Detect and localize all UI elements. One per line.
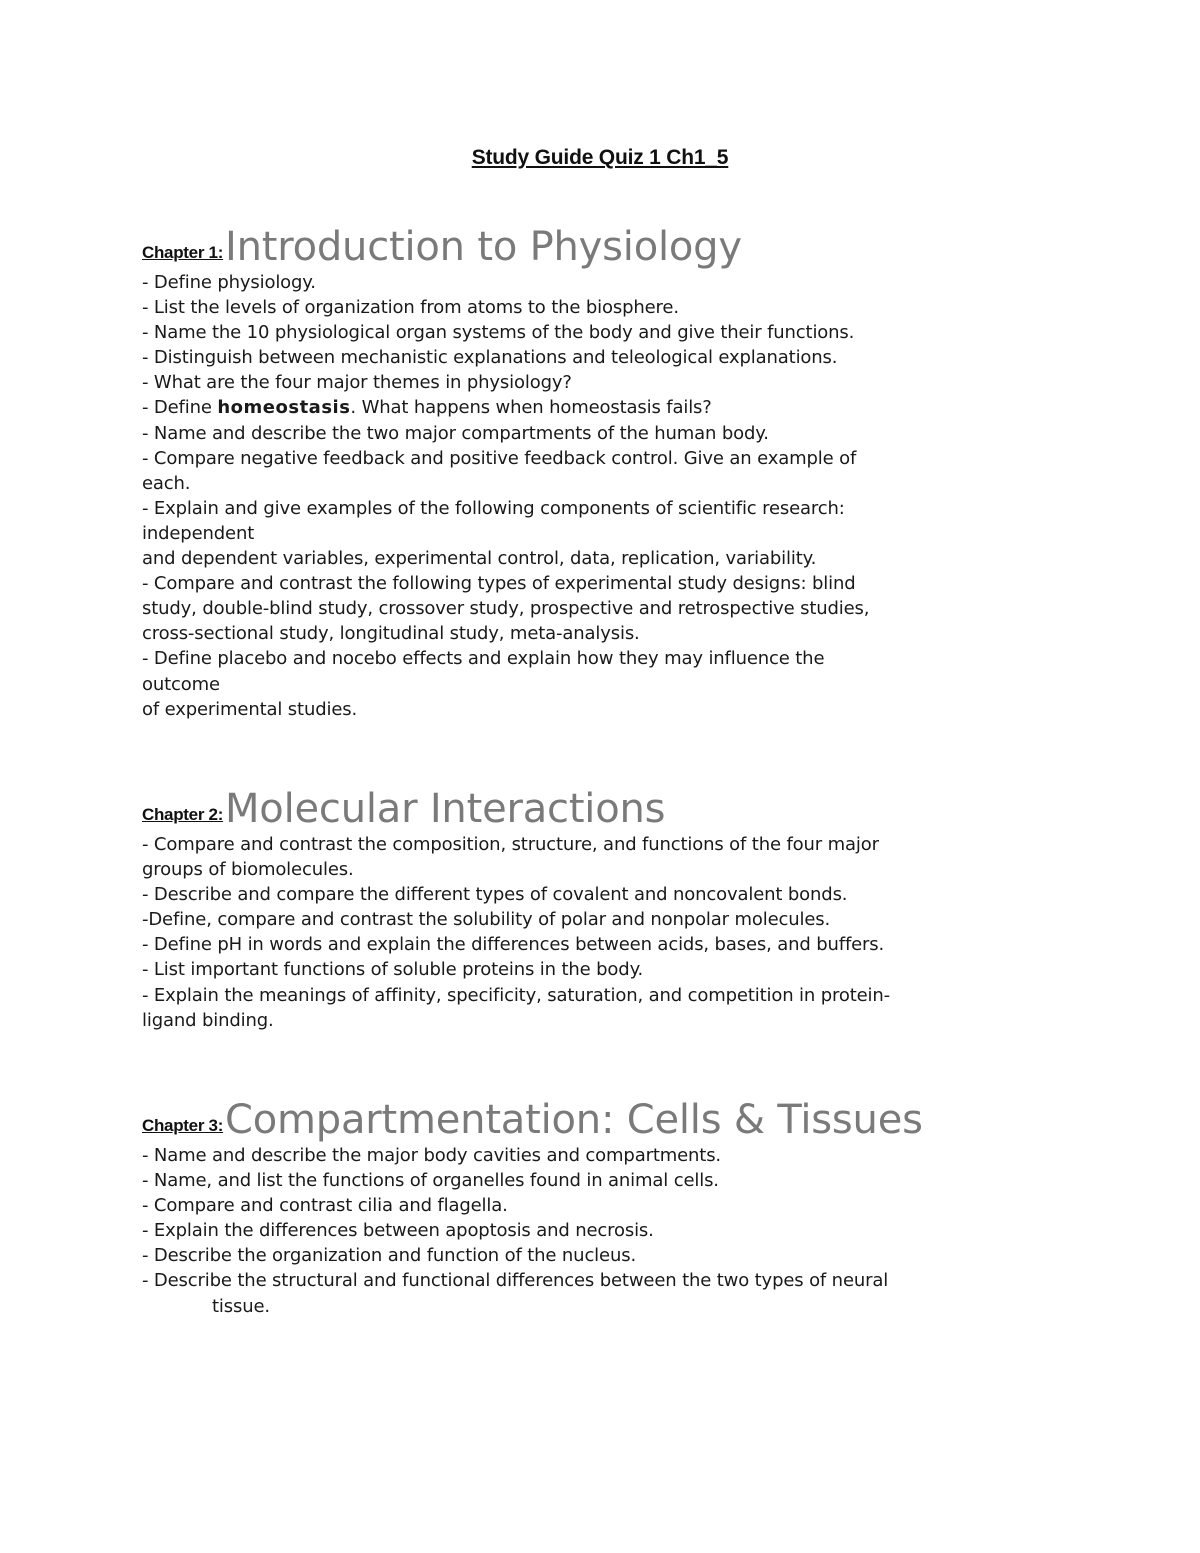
chapter-1-heading bbox=[142, 210, 1062, 270]
chapter-2-objectives bbox=[142, 832, 1062, 1033]
objective-line: - Explain the differences between apoptosis and necrosis. bbox=[142, 1220, 654, 1242]
objective-item bbox=[142, 932, 1062, 957]
chapter-1-section bbox=[142, 210, 1062, 722]
objective-item bbox=[142, 270, 1062, 295]
objective-line: study, double-blind study, crossover study, prospective and retrospective studies, bbox=[142, 598, 870, 620]
objective-line: - Name and describe the two major compartments of the human body. bbox=[142, 422, 769, 444]
objective-line: groups of biomolecules. bbox=[142, 859, 354, 881]
objective-line: -Define, compare and contrast the solubility of polar and nonpolar molecules. bbox=[142, 909, 831, 931]
objective-item bbox=[142, 957, 1062, 982]
objective-line: - Define placebo and nocebo effects and explain how they may influence the bbox=[142, 648, 825, 670]
chapter-3-section bbox=[142, 1083, 1062, 1319]
objective-item bbox=[142, 295, 1062, 320]
objective-line: - Describe and compare the different types of covalent and noncovalent bonds. bbox=[142, 884, 848, 906]
objective-line: - Explain the meanings of affinity, specificity, saturation, and competition in protein- bbox=[142, 984, 891, 1006]
objective-line: - Compare and contrast the composition, structure, and functions of the four major bbox=[142, 834, 879, 855]
chapter-2-label: Chapter 2: bbox=[142, 805, 224, 824]
objective-item bbox=[142, 1268, 1062, 1318]
objective-line: - Distinguish between mechanistic explanations and teleological explanations. bbox=[142, 347, 838, 369]
objective-item bbox=[142, 571, 1062, 646]
objective-item bbox=[142, 882, 1062, 907]
objective-item bbox=[142, 320, 1062, 345]
objective-line: - Describe the organization and function of the nucleus. bbox=[142, 1245, 637, 1267]
objective-line: outcome bbox=[142, 673, 220, 695]
objective-item bbox=[142, 1168, 1062, 1193]
objective-item bbox=[142, 983, 1062, 1033]
objective-line: - Name and describe the major body cavities and compartments. bbox=[142, 1145, 722, 1166]
objective-item bbox=[142, 395, 1062, 420]
objective-line: - Define physiology. bbox=[142, 272, 316, 293]
objective-text: . What happens when homeostasis fails? bbox=[350, 397, 712, 419]
objective-line: tissue. bbox=[212, 1295, 270, 1317]
chapter-1-title: Introduction to Physiology bbox=[225, 224, 742, 270]
key-term: homeostasis bbox=[217, 397, 351, 419]
objective-line: - Describe the structural and functional differences between the two types of neural bbox=[142, 1270, 889, 1292]
objective-item bbox=[142, 1193, 1062, 1218]
objective-line: and dependent variables, experimental control, data, replication, variability. bbox=[142, 548, 817, 570]
objective-line: - Compare negative feedback and positive feedback control. Give an example of bbox=[142, 447, 857, 469]
objective-line: independent bbox=[142, 522, 255, 544]
objective-item bbox=[142, 1243, 1062, 1268]
objective-item bbox=[142, 1218, 1062, 1243]
objective-line: - Compare and contrast cilia and flagella. bbox=[142, 1195, 508, 1217]
objective-line: - List important functions of soluble proteins in the body. bbox=[142, 959, 644, 981]
objective-line: of experimental studies. bbox=[142, 698, 358, 720]
objective-item bbox=[142, 496, 1062, 571]
objective-item bbox=[142, 345, 1062, 370]
objective-line: cross-sectional study, longitudinal study, meta-analysis. bbox=[142, 623, 640, 645]
objective-line: - Compare and contrast the following types of experimental study designs: blind bbox=[142, 573, 856, 595]
chapter-2-heading bbox=[142, 772, 1062, 832]
objective-line: - What are the four major themes in physiology? bbox=[142, 372, 572, 394]
objective-item bbox=[142, 832, 1062, 882]
chapter-3-objectives bbox=[142, 1143, 1062, 1319]
objective-item bbox=[142, 370, 1062, 395]
chapter-1-objectives bbox=[142, 270, 1062, 722]
document-title: Study Guide Quiz 1 Ch1_5 bbox=[471, 146, 729, 169]
objective-line: each. bbox=[142, 472, 191, 494]
objective-text: - Define bbox=[142, 397, 218, 419]
objective-line: ligand binding. bbox=[142, 1009, 274, 1031]
chapter-2-title: Molecular Interactions bbox=[225, 786, 666, 832]
objective-line: - List the levels of organization from atoms to the biosphere. bbox=[142, 297, 679, 319]
chapter-3-label: Chapter 3: bbox=[142, 1116, 224, 1135]
objective-item bbox=[142, 446, 1062, 496]
chapter-1-label: Chapter 1: bbox=[142, 243, 224, 262]
objective-line bbox=[142, 395, 1062, 420]
objective-item bbox=[142, 646, 1062, 721]
objective-line: - Name, and list the functions of organelles found in animal cells. bbox=[142, 1170, 719, 1192]
chapter-3-title: Compartmentation: Cells & Tissues bbox=[225, 1097, 923, 1143]
objective-item bbox=[142, 421, 1062, 446]
chapter-3-heading bbox=[142, 1083, 1062, 1143]
objective-item bbox=[142, 1143, 1062, 1168]
objective-line: - Name the 10 physiological organ systems of the body and give their functions. bbox=[142, 322, 855, 344]
objective-line: - Explain and give examples of the following components of scientific research: bbox=[142, 497, 845, 519]
objective-line: - Define pH in words and explain the differences between acids, bases, and buffers. bbox=[142, 934, 885, 956]
chapter-2-section bbox=[142, 772, 1062, 1033]
objective-item bbox=[142, 907, 1062, 932]
